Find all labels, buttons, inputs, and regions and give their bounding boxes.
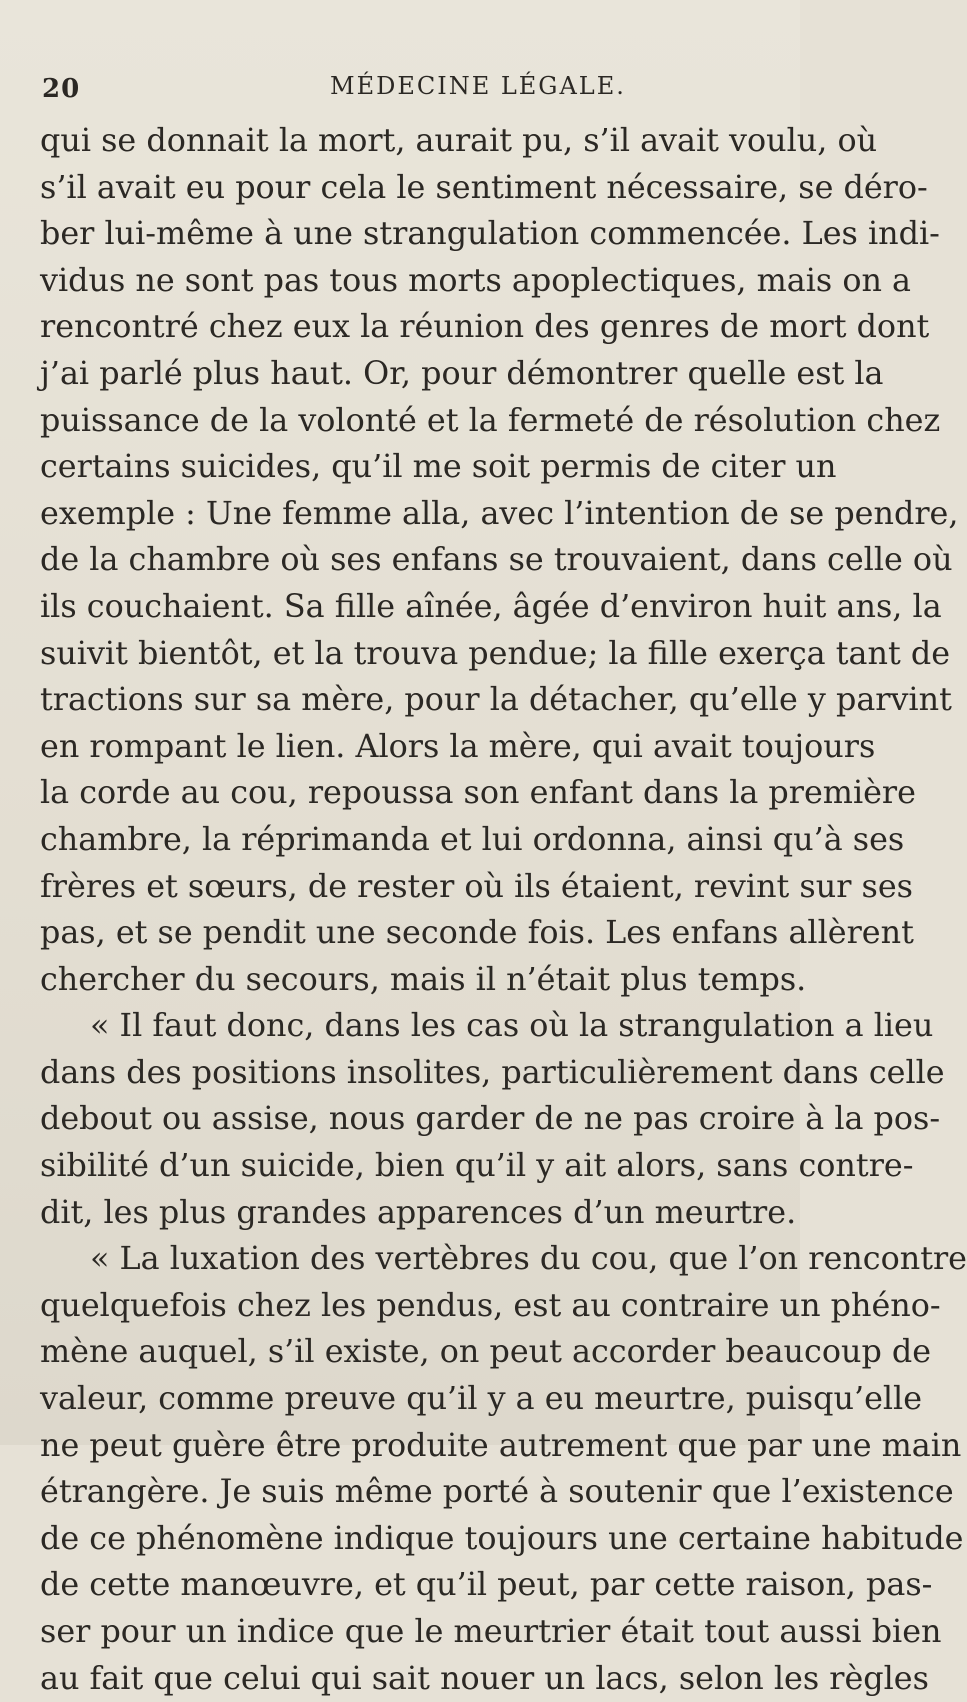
text-line: « Il faut donc, dans les cas où la strangulation a lieu <box>90 1007 934 1045</box>
text-line: ber lui-même à une strangulation commencée. Les indi- <box>40 215 940 253</box>
running-head: MÉDECINE LÉGALE. <box>330 72 626 100</box>
text-line: pas, et se pendit une seconde fois. Les enfans allèrent <box>40 914 914 952</box>
text-line: vidus ne sont pas tous morts apoplectiques, mais on a <box>40 261 911 299</box>
text-line: la corde au cou, repoussa son enfant dans la première <box>40 774 916 812</box>
text-line: au fait que celui qui sait nouer un lacs, selon les règles <box>40 1659 929 1697</box>
text-line: chercher du secours, mais il n’était plus temps. <box>40 960 807 998</box>
text-line: suivit bientôt, et la trouva pendue; la fille exerça tant de <box>40 634 951 672</box>
text-line: en rompant le lien. Alors la mère, qui avait toujours <box>40 727 876 765</box>
text-line: « La luxation des vertèbres du cou, que l’on rencontre <box>90 1240 967 1278</box>
text-line: ne peut guère être produite autrement que par une main <box>40 1426 962 1464</box>
text-line: quelquefois chez les pendus, est au contraire un phéno- <box>40 1286 941 1324</box>
text-line: s’il avait eu pour cela le sentiment nécessaire, se déro- <box>40 168 928 206</box>
text-line: ils couchaient. Sa fille aînée, âgée d’environ huit ans, la <box>40 587 942 625</box>
text-line: dans des positions insolites, particulièrement dans celle <box>40 1053 945 1091</box>
text-line: de cette manœuvre, et qu’il peut, par cette raison, pas- <box>40 1566 933 1604</box>
text-line: frères et sœurs, de rester où ils étaient, revint sur ses <box>40 867 913 905</box>
text-line: sibilité d’un suicide, bien qu’il y ait alors, sans contre- <box>40 1147 914 1185</box>
text-line: chambre, la réprimanda et lui ordonna, ainsi qu’à ses <box>40 820 905 858</box>
text-line: ser pour un indice que le meurtrier était tout aussi bien <box>40 1613 942 1650</box>
text-line: debout ou assise, nous garder de ne pas croire à la pos- <box>40 1100 941 1138</box>
text-line: tractions sur sa mère, pour la détacher, qu’elle y parvint <box>40 681 952 719</box>
text-line: de ce phénomène indique toujours une certaine habitude <box>40 1519 964 1557</box>
text-line: étrangère. Je suis même porté à soutenir que l’existence <box>40 1473 954 1511</box>
text-line: j’ai parlé plus haut. Or, pour démontrer quelle est la <box>40 354 884 392</box>
text-line: mène auquel, s’il existe, on peut accorder beaucoup de <box>40 1333 932 1371</box>
text-line: rencontré chez eux la réunion des genres de mort dont <box>40 308 930 346</box>
body-text <box>40 118 967 1702</box>
page-number: 20 <box>42 74 81 104</box>
text-line: de la chambre où ses enfans se trouvaient, dans celle où <box>40 541 953 579</box>
text-line: qui se donnait la mort, aurait pu, s’il avait voulu, où <box>40 122 878 159</box>
text-line: certains suicides, qu’il me soit permis de citer un <box>40 448 837 486</box>
text-line: puissance de la volonté et la fermeté de résolution chez <box>40 401 941 439</box>
text-line: exemple : Une femme alla, avec l’intention de se pendre, <box>40 494 959 532</box>
text-line: valeur, comme preuve qu’il y a eu meurtre, puisqu’elle <box>40 1380 923 1418</box>
text-line: dit, les plus grandes apparences d’un meurtre. <box>40 1193 797 1231</box>
